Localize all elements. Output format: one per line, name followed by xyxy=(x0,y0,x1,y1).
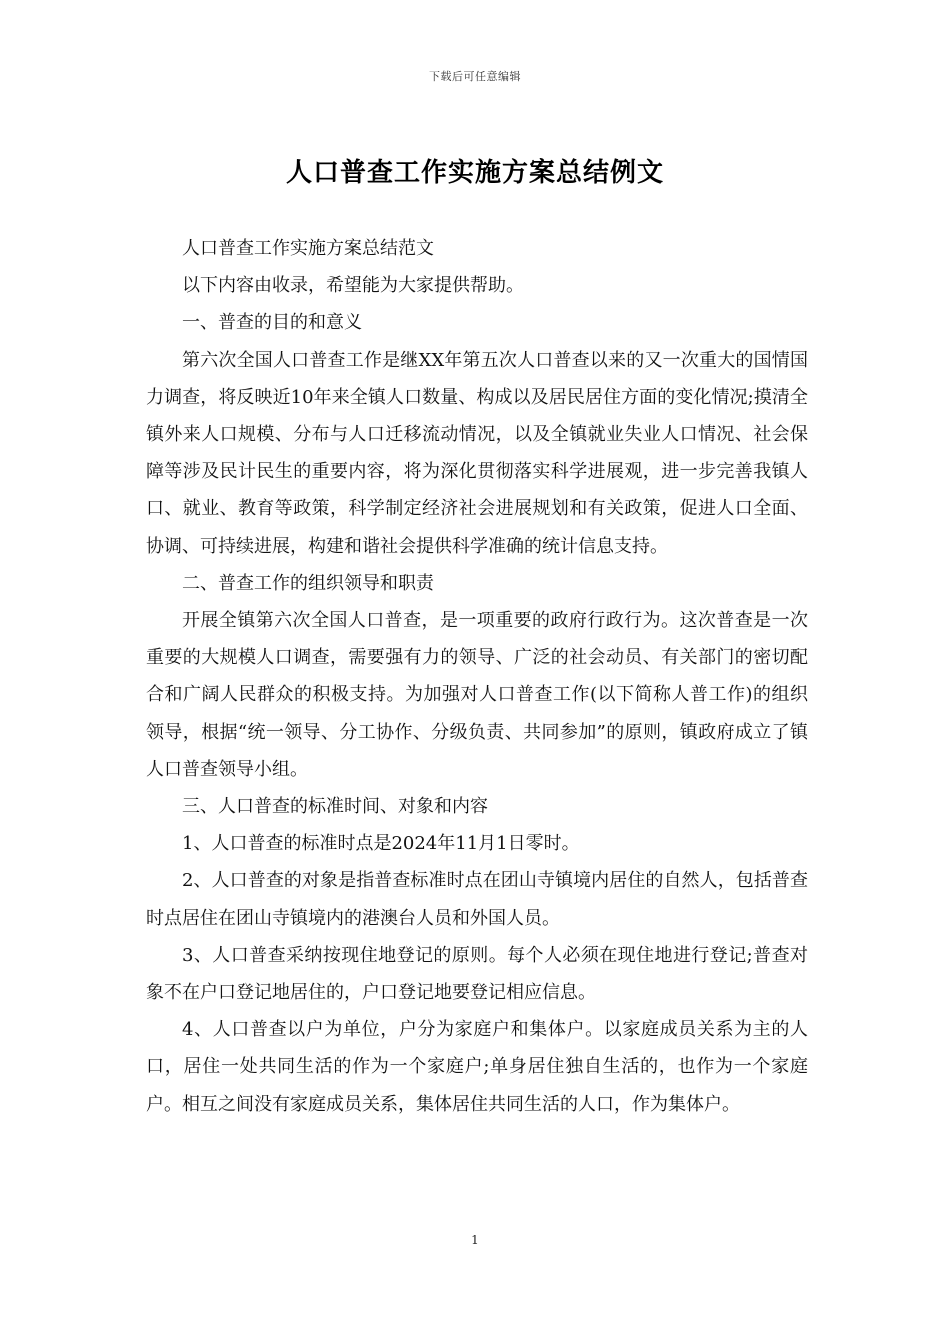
section-heading-2: 二、普查工作的组织领导和职责 xyxy=(182,572,434,594)
document-body xyxy=(146,230,808,1123)
paragraph-subtitle: 人口普查工作实施方案总结范文 xyxy=(182,238,434,259)
paragraph-intro: 以下内容由收录，希望能为大家提供帮助。 xyxy=(182,275,524,297)
document-title: 人口普查工作实施方案总结例文 xyxy=(285,158,664,188)
list-item-1: 1、人口普查的标准时点是2024年11月1日零时。 xyxy=(182,833,580,855)
page-number: 1 xyxy=(471,1233,479,1247)
list-item-3: 3、人口普查采纳按现住地登记的原则。每个人必须在现住地进行登记;普查对象不在户口登记地居住的，户口登记地要登记相应信息。 xyxy=(146,944,808,1004)
section-heading-3: 三、人口普查的标准时间、对象和内容 xyxy=(182,796,488,818)
header-note: 下载后可任意编辑 xyxy=(429,70,521,83)
list-item-2: 2、人口普查的对象是指普查标准时点在团山寺镇境内居住的自然人，包括普查时点居住在团山寺镇境内的港澳台人员和外国人员。 xyxy=(146,870,808,929)
paragraph-section-1: 第六次全国人口普查工作是继XX年第五次人口普查以来的又一次重大的国情国力调查，将反映近10年来全镇人口数量、构成以及居民居住方面的变化情况;摸清全镇外来人口规模、分布与人口迁移流动情况，以及全镇就业失业人口情况、社会保障等涉及民计民生的重要内容，将为深化贯彻落实科学进展观，进一步完善我镇人口、就业、教育等政策，科学制定经济社会进展规划和有关政策，促进人口全面、协调、可持续进展，构建和谐社会提供科学准确的统计信息支持。 xyxy=(146,349,808,557)
paragraph-section-2: 开展全镇第六次全国人口普查，是一项重要的政府行政行为。这次普查是一次重要的大规模人口调查，需要强有力的领导、广泛的社会动员、有关部门的密切配合和广阔人民群众的积极支持。为加强对人口普查工作(以下简称人普工作)的组织领导，根据“统一领导、分工协作、分级负责、共同参加”的原则，镇政府成立了镇人口普查领导小组。 xyxy=(146,610,808,780)
list-item-4: 4、人口普查以户为单位，户分为家庭户和集体户。以家庭成员关系为主的人口，居住一处共同生活的作为一个家庭户;单身居住独自生活的，也作为一个家庭户。相互之间没有家庭成员关系，集体居住共同生活的人口，作为集体户。 xyxy=(146,1019,808,1115)
section-heading-1: 一、普查的目的和意义 xyxy=(182,312,362,334)
